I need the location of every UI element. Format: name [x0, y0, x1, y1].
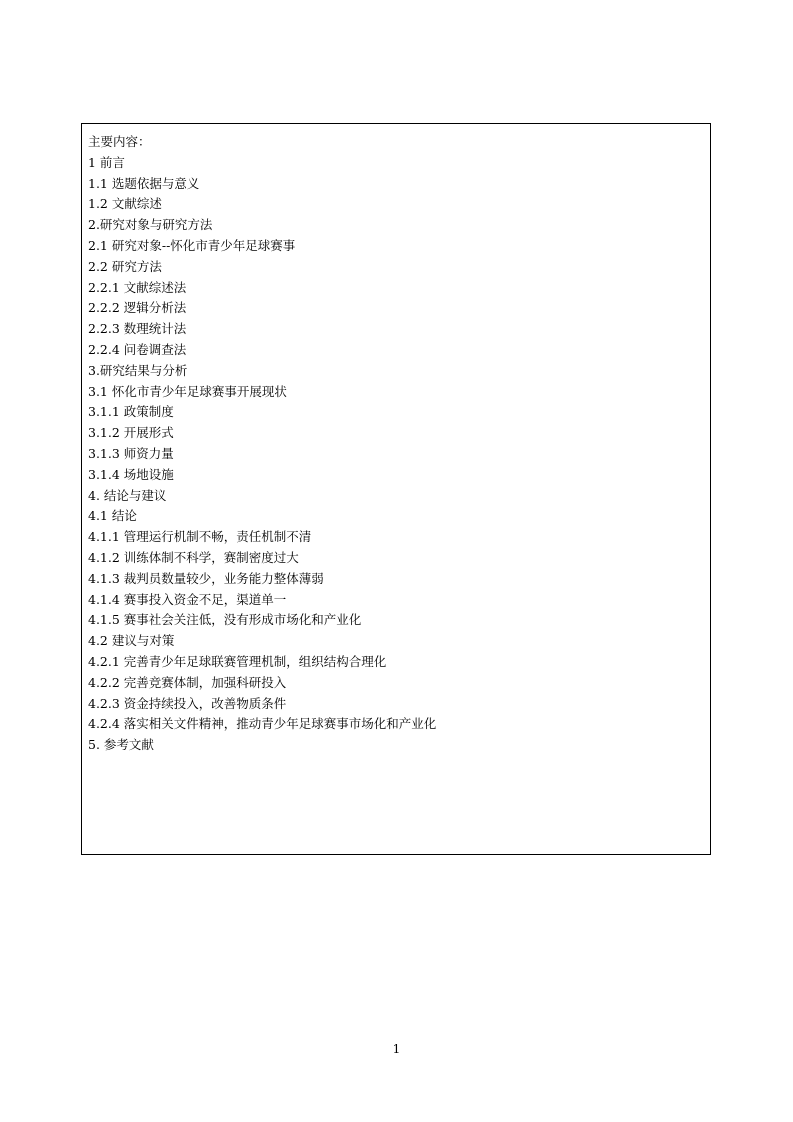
outline-item: 3.1.4 场地设施 — [88, 466, 174, 482]
outline-item: 3.1 怀化市青少年足球赛事开展现状 — [88, 383, 287, 399]
outline-item: 4.2 建议与对策 — [88, 633, 175, 649]
outline-item: 2.2.1 文献综述法 — [88, 279, 187, 295]
outline-item: 3.研究结果与分析 — [88, 362, 188, 378]
page-number: 1 — [392, 1042, 401, 1056]
outline-list — [88, 132, 704, 756]
outline-item: 4.1.1 管理运行机制不畅，责任机制不清 — [88, 529, 312, 545]
outline-item: 5. 参考文献 — [88, 737, 154, 753]
outline-item: 4. 结论与建议 — [88, 487, 167, 503]
outline-item: 4.2.4 落实相关文件精神，推动青少年足球赛事市场化和产业化 — [88, 716, 437, 732]
outline-item: 4.1.2 训练体制不科学，赛制密度过大 — [88, 549, 299, 565]
outline-item: 2.2.2 逻辑分析法 — [88, 300, 187, 316]
outline-item: 1.2 文献综述 — [88, 196, 162, 212]
outline-item: 3.1.1 政策制度 — [88, 404, 174, 420]
outline-item: 4.1.4 赛事投入资金不足，渠道单一 — [88, 591, 287, 607]
outline-item: 2.2.3 数理统计法 — [88, 321, 187, 337]
outline-item: 2.2 研究方法 — [88, 258, 162, 274]
outline-item: 4.2.3 资金持续投入，改善物质条件 — [88, 695, 287, 711]
outline-item: 2.研究对象与研究方法 — [88, 217, 213, 233]
outline-item: 4.1.5 赛事社会关注低，没有形成市场化和产业化 — [88, 612, 362, 628]
outline-item: 4.1.3 裁判员数量较少，业务能力整体薄弱 — [88, 570, 324, 586]
outline-item: 2.2.4 问卷调查法 — [88, 341, 187, 357]
outline-item: 1.1 选题依据与意义 — [88, 175, 200, 191]
outline-item: 3.1.2 开展形式 — [88, 425, 174, 441]
outline-item: 3.1.3 师资力量 — [88, 445, 174, 461]
main-content-box — [81, 123, 711, 855]
outline-item: 4.2.1 完善青少年足球联赛管理机制，组织结构合理化 — [88, 653, 387, 669]
outline-item: 1 前言 — [88, 154, 125, 170]
outline-heading: 主要内容： — [88, 134, 151, 149]
outline-item: 4.1 结论 — [88, 508, 137, 524]
outline-item: 2.1 研究对象--怀化市青少年足球赛事 — [88, 237, 296, 253]
outline-item: 4.2.2 完善竞赛体制，加强科研投入 — [88, 674, 287, 690]
